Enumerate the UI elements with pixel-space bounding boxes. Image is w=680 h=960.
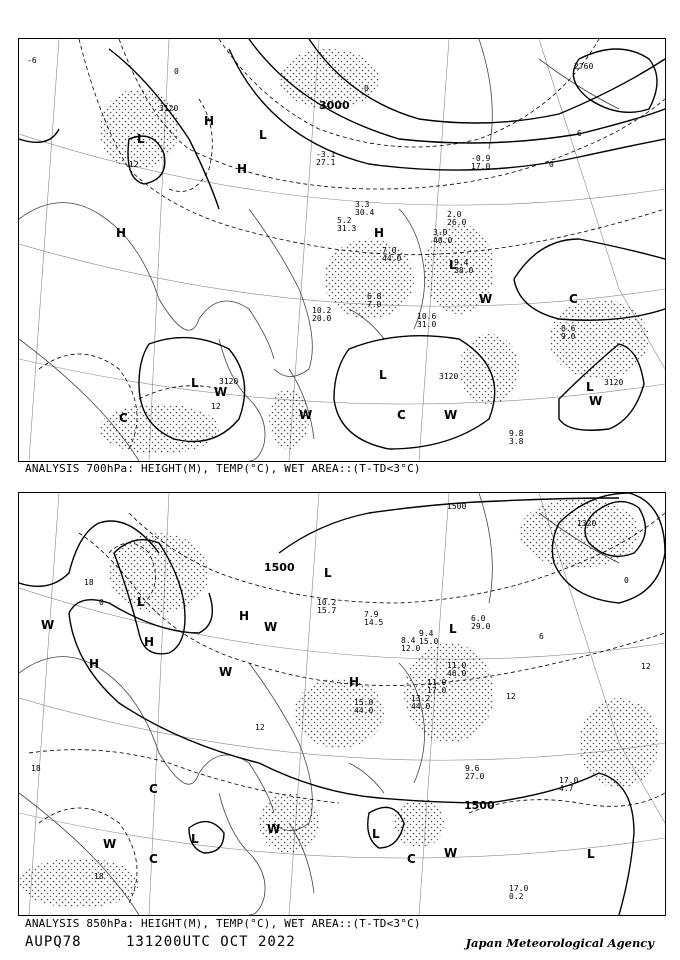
center-c: C (407, 852, 416, 866)
caption-850hpa: ANALYSIS 850hPa: HEIGHT(M), TEMP(°C), WET AREA::(T-TD<3°C) (25, 917, 421, 930)
contour-label-18a: 18 (84, 578, 94, 587)
center-c: C (397, 408, 406, 422)
station-value: 7.0 (367, 300, 382, 309)
station-value: 11.0 (427, 678, 447, 687)
caption-700hpa: ANALYSIS 700hPa: HEIGHT(M), TEMP(°C), WET AREA::(T-TD<3°C) (25, 462, 421, 475)
station-value: 31.0 (417, 320, 437, 329)
chart-id: AUPQ78 (25, 934, 82, 950)
center-w: W (264, 620, 278, 634)
station-value: 38.0 (454, 266, 474, 275)
station-value: 46.0 (447, 669, 467, 678)
station-value: 44.0 (411, 702, 431, 711)
center-l: L (137, 132, 145, 146)
center-w: W (589, 394, 603, 408)
station-value: 6.0 (471, 614, 486, 623)
center-h: H (239, 609, 250, 623)
center-h: H (144, 635, 155, 649)
station-value: -3.1 (316, 150, 336, 159)
center-w: W (444, 846, 458, 860)
station-value: 44.0 (382, 254, 402, 263)
station-value: 7.0 (382, 246, 397, 255)
contour-label-0b: 0 (549, 160, 554, 169)
contour-label-1500b: 1500 (464, 799, 495, 812)
center-l: L (449, 258, 457, 272)
contour-label-6: 6 (539, 632, 544, 641)
station-value: 5.2 (337, 216, 352, 225)
station-value: 9.4 (454, 258, 469, 267)
center-c: C (149, 782, 158, 796)
station-value: 15.0 (354, 698, 374, 707)
agency-name: Japan Meteorological Agency (465, 936, 654, 950)
station-value: 0.2 (509, 892, 524, 901)
center-h: H (237, 162, 248, 176)
contour-label-12b: 12 (641, 662, 651, 671)
contour-label-1500c: 1500 (447, 502, 467, 511)
contour-label-3120a: 3120 (159, 104, 179, 113)
station-value: 4.7 (559, 784, 574, 793)
wet-areas (99, 49, 649, 454)
station-value: 3.0 (433, 228, 448, 237)
station-value: 10.2 (317, 598, 337, 607)
contour-label-12a: 12 (129, 160, 139, 169)
center-w: W (219, 665, 233, 679)
station-value: 8.6 (561, 324, 576, 333)
center-l: L (191, 376, 199, 390)
center-h: H (116, 226, 127, 240)
contour-label-0b: 0 (624, 576, 629, 585)
contour-label-m6: -6 (27, 56, 37, 65)
contour-label-3120d: 3120 (604, 378, 624, 387)
analysis-700hpa-map (18, 38, 666, 462)
station-value: 13.2 (411, 694, 431, 703)
station-value: 29.0 (471, 622, 491, 631)
station-value: -0.9 (471, 154, 491, 163)
center-c: C (119, 411, 128, 425)
contour-label-12c: 12 (506, 692, 516, 701)
center-h: H (204, 114, 215, 128)
center-l: L (372, 827, 380, 841)
station-value: 17.0 (471, 162, 491, 171)
center-l: L (449, 622, 457, 636)
center-w: W (103, 837, 117, 851)
station-value: 9.6 (465, 764, 480, 773)
contour-label-6: 6 (577, 129, 582, 138)
station-value: 31.3 (337, 224, 357, 233)
contour-label-3120b: 3120 (219, 377, 239, 386)
station-value: 30.4 (355, 208, 375, 217)
analysis-850hpa-map (18, 492, 666, 916)
center-h: H (349, 675, 360, 689)
center-w: W (214, 385, 228, 399)
center-l: L (587, 847, 595, 861)
center-l: L (137, 595, 145, 609)
contour-label-2760: 2760 (574, 62, 594, 71)
station-value: 8.4 (401, 636, 416, 645)
center-w: W (444, 408, 458, 422)
contour-label-0a: 0 (174, 67, 179, 76)
station-value: 17.0 (559, 776, 579, 785)
center-h: H (89, 657, 100, 671)
center-w: W (479, 292, 493, 306)
center-w: W (267, 822, 281, 836)
station-value: 7.9 (364, 610, 379, 619)
station-value: 26.0 (447, 218, 467, 227)
station-value: 15.0 (419, 637, 439, 646)
station-value: 12.0 (401, 644, 421, 653)
contour-label-0c: 0 (364, 84, 369, 93)
station-value: 44.0 (354, 706, 374, 715)
center-w: W (299, 408, 313, 422)
map-700hpa-svg (19, 39, 665, 461)
contour-label-0a: 0 (99, 598, 104, 607)
valid-time: 131200UTC OCT 2022 (126, 934, 296, 950)
contour-label-18c: 18 (94, 872, 104, 881)
map-850hpa-svg (19, 493, 665, 915)
contour-label-18b: 18 (31, 764, 41, 773)
center-l: L (379, 368, 387, 382)
station-value: 11.0 (447, 661, 467, 670)
station-value: 9.0 (561, 332, 576, 341)
station-value: 9.4 (419, 629, 434, 638)
station-value: 10.2 (312, 306, 332, 315)
contour-label-3000: 3000 (319, 99, 350, 112)
station-value: 3.8 (509, 437, 524, 446)
contour-label-3120c: 3120 (439, 372, 459, 381)
center-l: L (586, 380, 594, 394)
contour-label-12b: 12 (211, 402, 221, 411)
station-value: 15.7 (317, 606, 337, 615)
station-value: 3.3 (355, 200, 370, 209)
center-w: W (41, 618, 55, 632)
center-c: C (569, 292, 578, 306)
center-l: L (259, 128, 267, 142)
center-c: C (149, 852, 158, 866)
station-value: 2.0 (447, 210, 462, 219)
station-value: 14.5 (364, 618, 384, 627)
station-value: 27.1 (316, 158, 336, 167)
contour-label-12a: 12 (255, 723, 265, 732)
center-l: L (324, 566, 332, 580)
station-value: 40.0 (433, 236, 453, 245)
center-l: L (191, 832, 199, 846)
contour-label-1320: 1320 (577, 519, 597, 528)
station-value: 20.0 (312, 314, 332, 323)
station-value: 9.8 (509, 429, 524, 438)
station-value: 6.8 (367, 292, 382, 301)
station-value: 10.6 (417, 312, 437, 321)
station-value: 27.0 (465, 772, 485, 781)
station-value: 17.0 (427, 686, 447, 695)
center-h: H (374, 226, 385, 240)
station-value: 17.0 (509, 884, 529, 893)
contour-label-1500a: 1500 (264, 561, 295, 574)
